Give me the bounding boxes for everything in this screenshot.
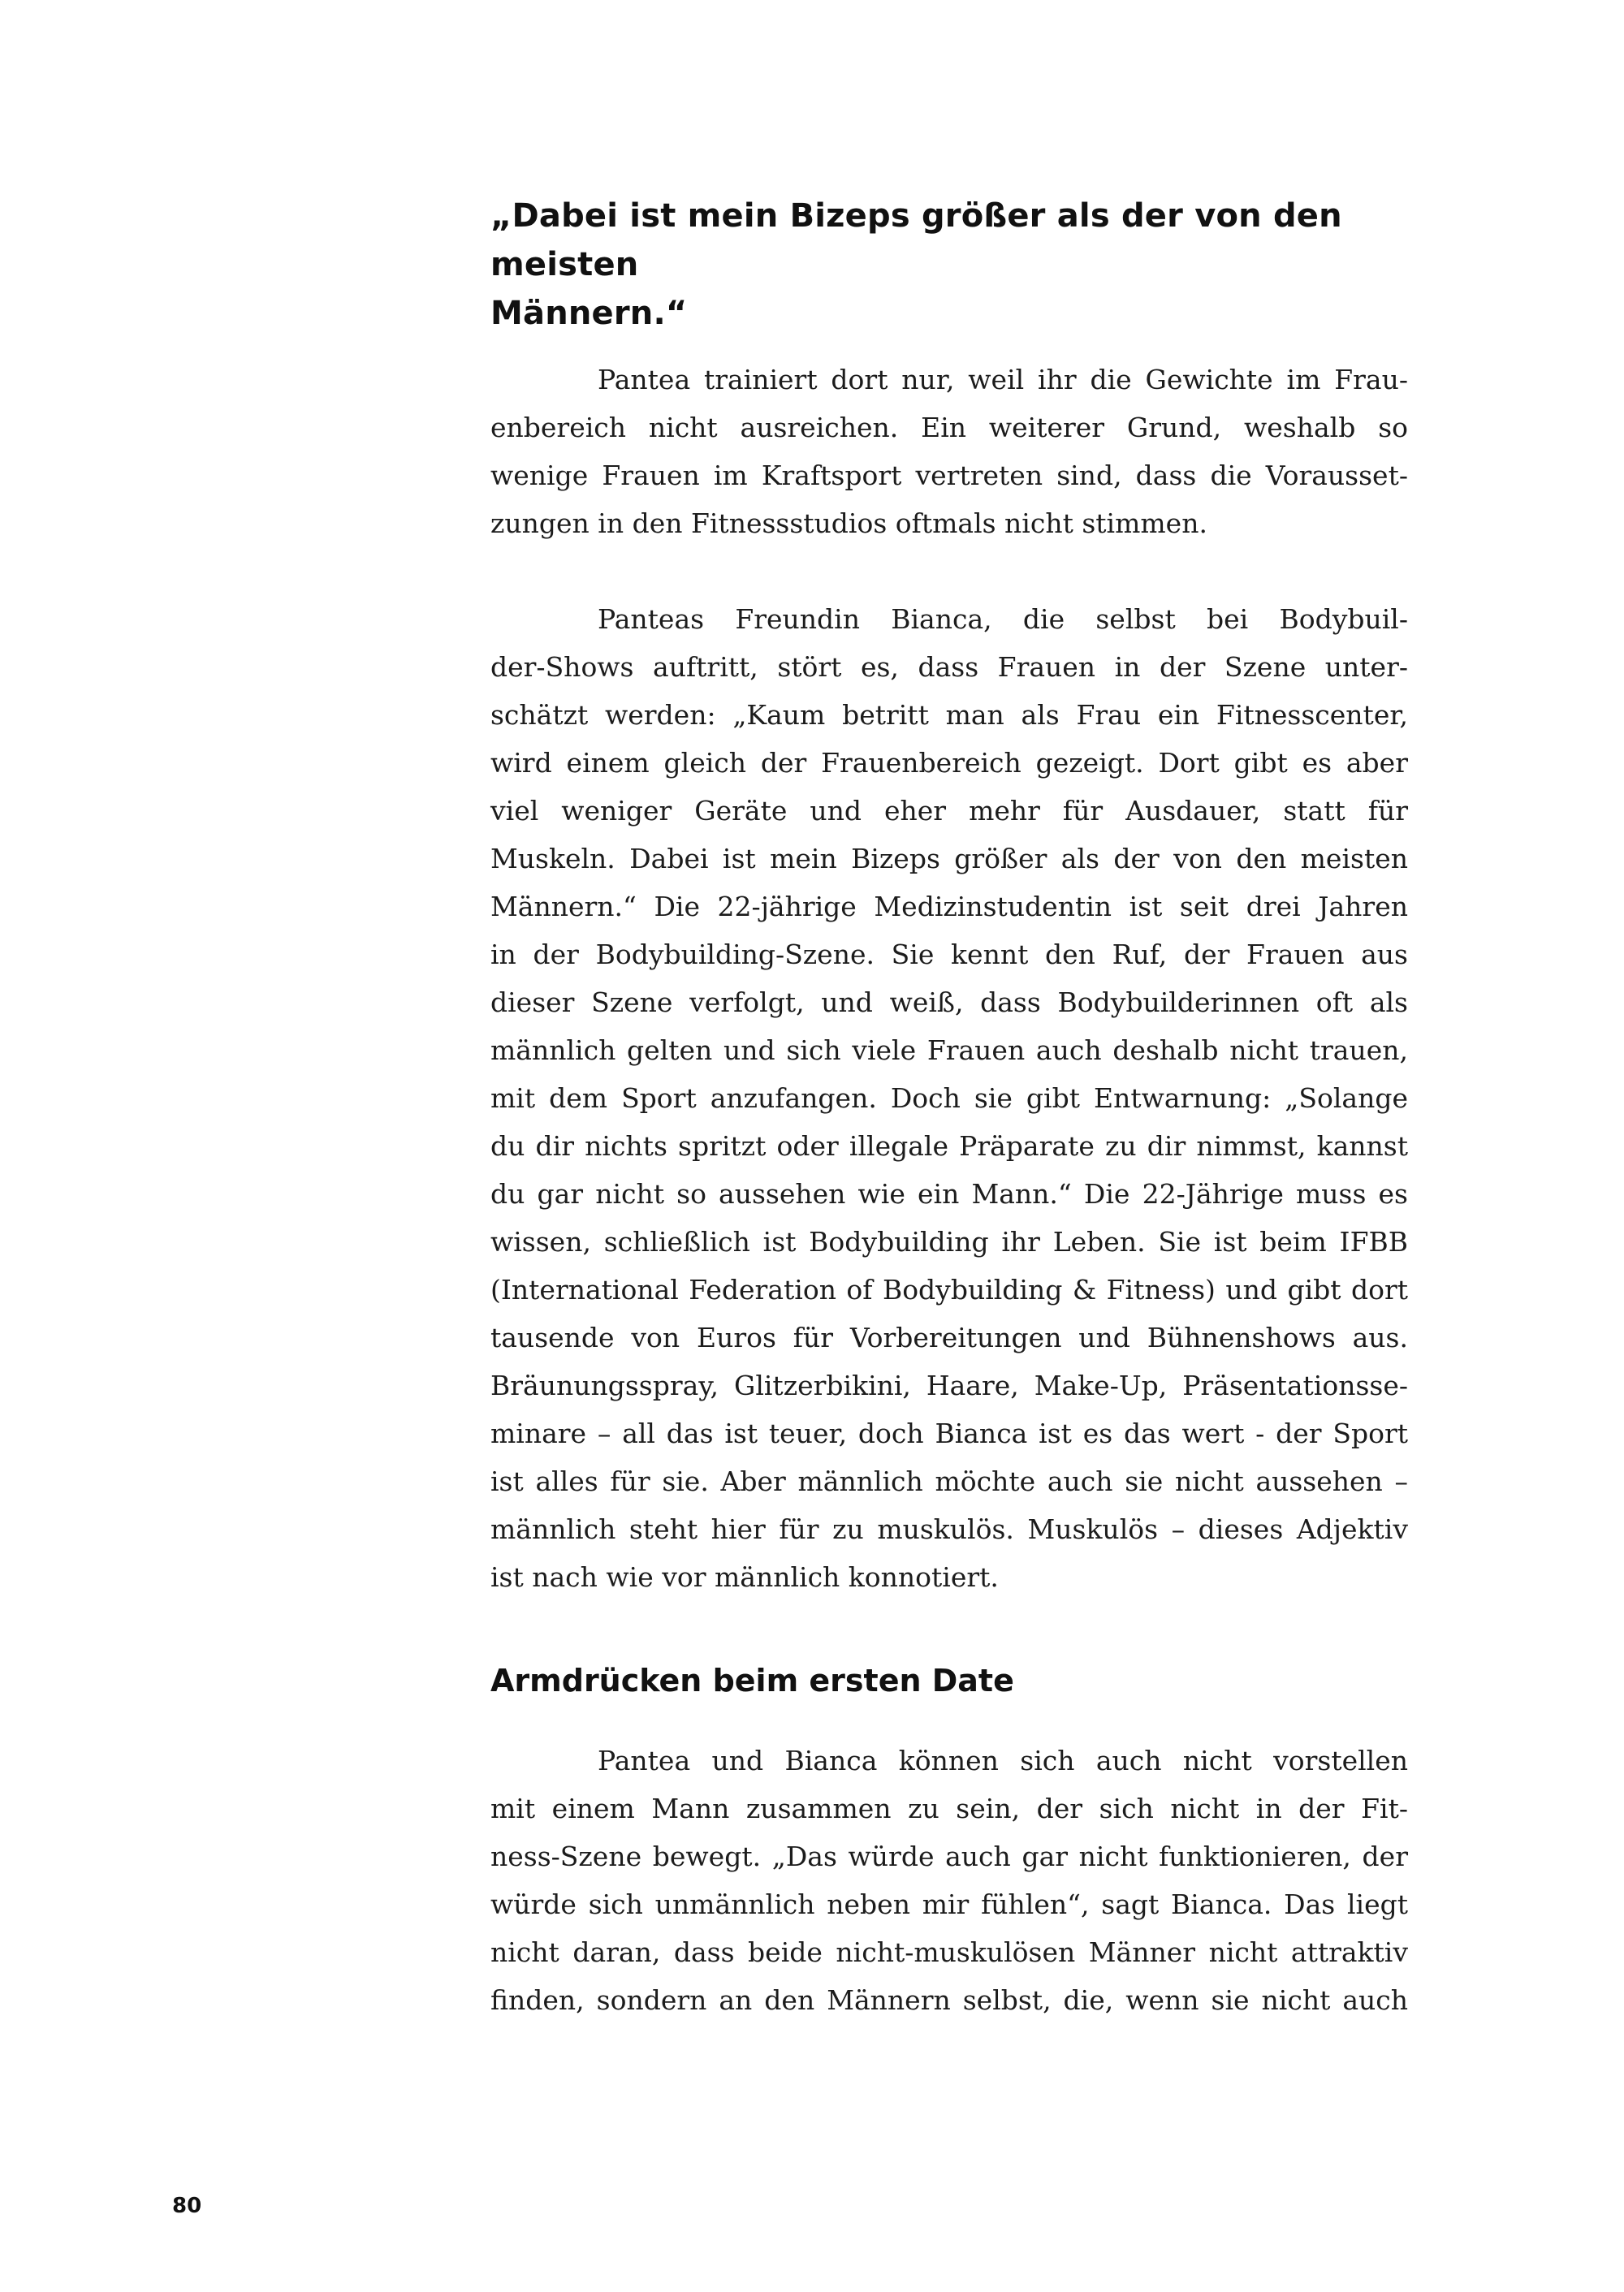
text-line: wissen, schließlich ist Bodybuilding ihr Leben. Sie ist beim IFBB xyxy=(490,1226,1408,1258)
text-line: mit einem Mann zusammen zu sein, der sich nicht in der Fit- xyxy=(490,1793,1408,1824)
text-line: zungen in den Fitnessstudios oftmals nicht stimmen. xyxy=(490,507,1207,539)
text-line: Pantea und Bianca können sich auch nicht vorstellen xyxy=(598,1745,1408,1776)
body-paragraph xyxy=(490,595,1408,1601)
text-line: ist nach wie vor männlich konnotiert. xyxy=(490,1561,999,1593)
text-line: dieser Szene verfolgt, und weiß, dass Bodybuilderinnen oft als xyxy=(490,986,1408,1018)
text-line: nicht daran, dass beide nicht-muskulösen Männer nicht attraktiv xyxy=(490,1936,1408,1968)
text-line: Panteas Freundin Bianca, die selbst bei Bodybuil- xyxy=(598,603,1408,635)
text-line: enbereich nicht ausreichen. Ein weiterer Grund, weshalb so xyxy=(490,412,1408,443)
text-line: der-Shows auftritt, stört es, dass Frauen in der Szene unter- xyxy=(490,651,1408,683)
text-line: in der Bodybuilding-Szene. Sie kennt den Ruf, der Frauen aus xyxy=(490,939,1408,970)
text-line: ist alles für sie. Aber männlich möchte auch sie nicht aussehen – xyxy=(490,1465,1408,1497)
pull-quote-line: Männern.“ xyxy=(490,295,688,332)
text-line: minare – all das ist teuer, doch Bianca ist es das wert - der Sport xyxy=(490,1418,1408,1449)
section-heading: Armdrücken beim ersten Date xyxy=(490,1663,1014,1698)
text-line: wenige Frauen im Kraftsport vertreten sind, dass die Vorausset- xyxy=(490,460,1408,491)
text-line: Bräunungsspray, Glitzerbikini, Haare, Make-Up, Präsentationsse- xyxy=(490,1370,1408,1401)
text-line: (International Federation of Bodybuilding & Fitness) und gibt dort xyxy=(490,1274,1408,1306)
text-line: Männern.“ Die 22-jährige Medizinstudentin ist seit drei Jahren xyxy=(490,891,1408,922)
text-line: ness-Szene bewegt. „Das würde auch gar nicht funktionieren, der xyxy=(490,1841,1408,1872)
text-line: schätzt werden: „Kaum betritt man als Frau ein Fitnesscenter, xyxy=(490,699,1408,731)
text-line: mit dem Sport anzufangen. Doch sie gibt Entwarnung: „Solange xyxy=(490,1082,1408,1114)
text-line: Muskeln. Dabei ist mein Bizeps größer als der von den meisten xyxy=(490,843,1408,874)
page-number: 80 xyxy=(172,2194,202,2218)
text-line: männlich steht hier für zu muskulös. Muskulös – dieses Adjektiv xyxy=(490,1513,1408,1545)
text-line: du dir nichts spritzt oder illegale Präparate zu dir nimmst, kannst xyxy=(490,1130,1408,1162)
text-line: du gar nicht so aussehen wie ein Mann.“ Die 22-Jährige muss es xyxy=(490,1178,1408,1210)
text-line: tausende von Euros für Vorbereitungen und Bühnenshows aus. xyxy=(490,1322,1408,1353)
text-line: würde sich unmännlich neben mir fühlen“, sagt Bianca. Das liegt xyxy=(490,1888,1408,1920)
text-line: viel weniger Geräte und eher mehr für Ausdauer, statt für xyxy=(490,795,1408,827)
body-paragraph xyxy=(490,356,1408,547)
pull-quote xyxy=(490,192,1416,338)
text-line: männlich gelten und sich viele Frauen auch deshalb nicht trauen, xyxy=(490,1034,1408,1066)
body-paragraph xyxy=(490,1737,1408,2024)
text-line: Pantea trainiert dort nur, weil ihr die Gewichte im Frau- xyxy=(598,364,1408,395)
text-line: finden, sondern an den Männern selbst, die, wenn sie nicht auch xyxy=(490,1984,1408,2016)
pull-quote-line: „Dabei ist mein Bizeps größer als der von den meisten xyxy=(490,197,1342,283)
text-line: wird einem gleich der Frauenbereich gezeigt. Dort gibt es aber xyxy=(490,747,1408,779)
